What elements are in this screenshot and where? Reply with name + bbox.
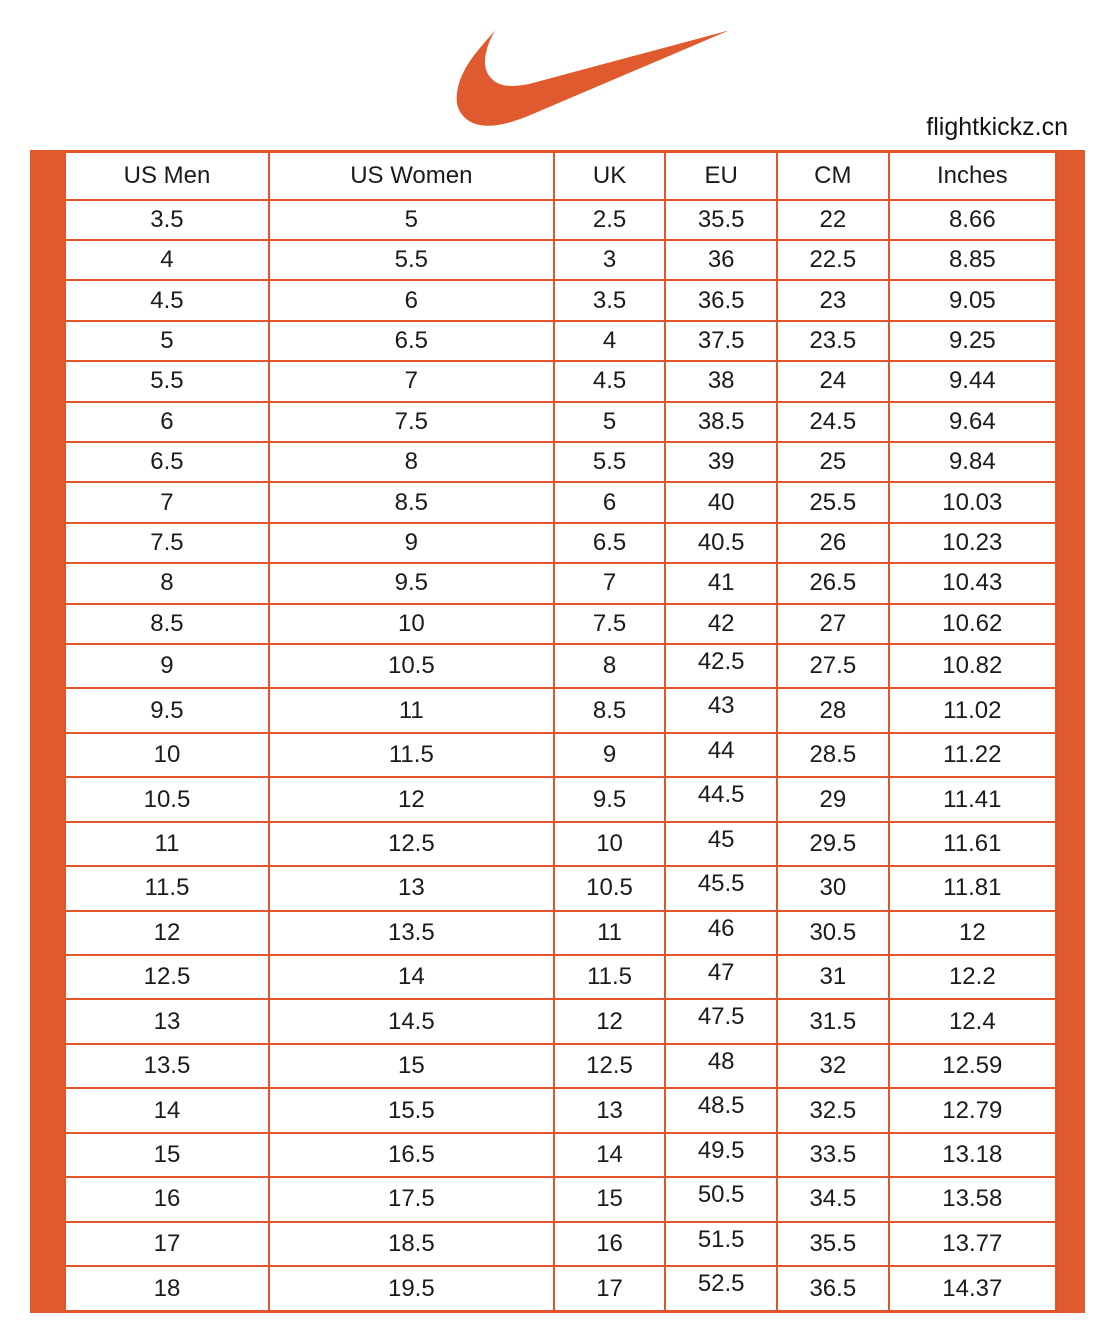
- cell: 25.5: [777, 482, 889, 522]
- cell: 38.5: [665, 402, 777, 442]
- cell: 13.58: [889, 1177, 1057, 1221]
- cell: 7.5: [65, 523, 269, 563]
- cell: 47.5: [665, 999, 777, 1043]
- cell: 12: [65, 911, 269, 955]
- cell: 2.5: [554, 200, 666, 240]
- cell: 9: [65, 644, 269, 688]
- cell: 32: [777, 1044, 889, 1088]
- cell: 10.5: [554, 866, 666, 910]
- table-row: [65, 200, 1057, 240]
- cell: 12.5: [65, 955, 269, 999]
- cell: 11.5: [269, 733, 554, 777]
- cell: 7: [65, 482, 269, 522]
- cell: 10: [65, 733, 269, 777]
- cell: 8.5: [554, 688, 666, 732]
- cell: 8: [65, 563, 269, 603]
- cell: 14: [65, 1088, 269, 1132]
- cell: 13.5: [65, 1044, 269, 1088]
- cell: 16: [554, 1222, 666, 1266]
- cell: 10.5: [65, 777, 269, 821]
- cell: 11: [65, 822, 269, 866]
- cell: 18.5: [269, 1222, 554, 1266]
- cell: 13: [554, 1088, 666, 1132]
- cell: 17: [554, 1266, 666, 1311]
- cell: 9.5: [65, 688, 269, 732]
- cell: 23.5: [777, 321, 889, 361]
- cell: 12: [889, 911, 1057, 955]
- cell: 6.5: [269, 321, 554, 361]
- cell: 5: [269, 200, 554, 240]
- cell: 10.23: [889, 523, 1057, 563]
- cell: 12.5: [269, 822, 554, 866]
- cell: 5.5: [269, 240, 554, 280]
- cell: 14: [269, 955, 554, 999]
- table-row: [65, 1177, 1057, 1221]
- cell: 13: [65, 999, 269, 1043]
- size-chart: [30, 150, 1085, 1313]
- cell: 48: [665, 1044, 777, 1088]
- cell: 40: [665, 482, 777, 522]
- table-row: [65, 240, 1057, 280]
- cell: 4: [65, 240, 269, 280]
- cell: 5.5: [554, 442, 666, 482]
- cell: 24.5: [777, 402, 889, 442]
- cell: 30.5: [777, 911, 889, 955]
- left-accent-bar: [30, 150, 63, 1313]
- cell: 13.5: [269, 911, 554, 955]
- cell: 16.5: [269, 1133, 554, 1177]
- cell: 13.77: [889, 1222, 1057, 1266]
- cell: 10: [554, 822, 666, 866]
- cell: 15: [269, 1044, 554, 1088]
- cell: 40.5: [665, 523, 777, 563]
- table-row: [65, 361, 1057, 401]
- cell: 23: [777, 280, 889, 320]
- cell: 10.62: [889, 604, 1057, 644]
- cell: 9: [269, 523, 554, 563]
- cell: 8.66: [889, 200, 1057, 240]
- cell: 4.5: [554, 361, 666, 401]
- cell: 17: [65, 1222, 269, 1266]
- cell: 39: [665, 442, 777, 482]
- table-row: [65, 688, 1057, 732]
- cell: 9.5: [269, 563, 554, 603]
- right-accent-bar: [1058, 150, 1085, 1313]
- table-row: [65, 999, 1057, 1043]
- cell: 27: [777, 604, 889, 644]
- cell: 25: [777, 442, 889, 482]
- cell: 26.5: [777, 563, 889, 603]
- table-row: [65, 866, 1057, 910]
- cell: 33.5: [777, 1133, 889, 1177]
- table-row: [65, 442, 1057, 482]
- masthead: [0, 0, 1100, 150]
- cell: 28.5: [777, 733, 889, 777]
- cell: 9: [554, 733, 666, 777]
- cell: 24: [777, 361, 889, 401]
- cell: 50.5: [665, 1177, 777, 1221]
- cell: 31.5: [777, 999, 889, 1043]
- size-table: [63, 150, 1058, 1313]
- cell: 15: [65, 1133, 269, 1177]
- cell: 31: [777, 955, 889, 999]
- cell: 10.82: [889, 644, 1057, 688]
- cell: 13: [269, 866, 554, 910]
- table-row: [65, 1133, 1057, 1177]
- table-row: [65, 911, 1057, 955]
- cell: 8.5: [269, 482, 554, 522]
- cell: 8.5: [65, 604, 269, 644]
- cell: 3.5: [65, 200, 269, 240]
- cell: 46: [665, 911, 777, 955]
- nike-swoosh-icon: [452, 28, 734, 128]
- cell: 15.5: [269, 1088, 554, 1132]
- cell: 29: [777, 777, 889, 821]
- cell: 35.5: [777, 1222, 889, 1266]
- cell: 11.5: [65, 866, 269, 910]
- cell: 10.43: [889, 563, 1057, 603]
- cell: 12: [269, 777, 554, 821]
- cell: 5.5: [65, 361, 269, 401]
- cell: 32.5: [777, 1088, 889, 1132]
- cell: 8: [269, 442, 554, 482]
- cell: 12.59: [889, 1044, 1057, 1088]
- cell: 12.5: [554, 1044, 666, 1088]
- cell: 42: [665, 604, 777, 644]
- table-row: [65, 402, 1057, 442]
- column-header: US Women: [269, 152, 554, 200]
- cell: 8: [554, 644, 666, 688]
- column-header: EU: [665, 152, 777, 200]
- cell: 47: [665, 955, 777, 999]
- cell: 13.18: [889, 1133, 1057, 1177]
- table-row: [65, 1266, 1057, 1311]
- cell: 34.5: [777, 1177, 889, 1221]
- table-row: [65, 955, 1057, 999]
- table-row: [65, 321, 1057, 361]
- cell: 38: [665, 361, 777, 401]
- cell: 10: [269, 604, 554, 644]
- cell: 11: [269, 688, 554, 732]
- cell: 52.5: [665, 1266, 777, 1311]
- cell: 41: [665, 563, 777, 603]
- cell: 11.22: [889, 733, 1057, 777]
- cell: 27.5: [777, 644, 889, 688]
- cell: 36.5: [777, 1266, 889, 1311]
- cell: 18: [65, 1266, 269, 1311]
- cell: 51.5: [665, 1222, 777, 1266]
- cell: 9.5: [554, 777, 666, 821]
- table-body: [65, 200, 1057, 1312]
- cell: 11.41: [889, 777, 1057, 821]
- cell: 9.84: [889, 442, 1057, 482]
- cell: 11.81: [889, 866, 1057, 910]
- table-row: [65, 822, 1057, 866]
- cell: 36.5: [665, 280, 777, 320]
- cell: 12.4: [889, 999, 1057, 1043]
- table-row: [65, 777, 1057, 821]
- cell: 12.79: [889, 1088, 1057, 1132]
- cell: 9.05: [889, 280, 1057, 320]
- cell: 7: [269, 361, 554, 401]
- cell: 44: [665, 733, 777, 777]
- cell: 48.5: [665, 1088, 777, 1132]
- table-row: [65, 523, 1057, 563]
- cell: 7.5: [269, 402, 554, 442]
- table-row: [65, 482, 1057, 522]
- cell: 7.5: [554, 604, 666, 644]
- cell: 9.64: [889, 402, 1057, 442]
- cell: 11.02: [889, 688, 1057, 732]
- cell: 14: [554, 1133, 666, 1177]
- cell: 28: [777, 688, 889, 732]
- cell: 9.25: [889, 321, 1057, 361]
- table-row: [65, 1044, 1057, 1088]
- cell: 5: [554, 402, 666, 442]
- cell: 35.5: [665, 200, 777, 240]
- table-row: [65, 280, 1057, 320]
- cell: 11: [554, 911, 666, 955]
- cell: 10.03: [889, 482, 1057, 522]
- table-row: [65, 604, 1057, 644]
- cell: 6.5: [554, 523, 666, 563]
- cell: 6: [65, 402, 269, 442]
- cell: 7: [554, 563, 666, 603]
- cell: 22.5: [777, 240, 889, 280]
- cell: 45.5: [665, 866, 777, 910]
- cell: 29.5: [777, 822, 889, 866]
- table-row: [65, 644, 1057, 688]
- cell: 14.37: [889, 1266, 1057, 1311]
- cell: 6: [554, 482, 666, 522]
- cell: 5: [65, 321, 269, 361]
- cell: 22: [777, 200, 889, 240]
- cell: 45: [665, 822, 777, 866]
- cell: 8.85: [889, 240, 1057, 280]
- header-row: [65, 152, 1057, 200]
- table-row: [65, 1222, 1057, 1266]
- cell: 15: [554, 1177, 666, 1221]
- column-header: US Men: [65, 152, 269, 200]
- site-label: flightkickz.cn: [926, 113, 1068, 141]
- cell: 3.5: [554, 280, 666, 320]
- cell: 4.5: [65, 280, 269, 320]
- cell: 12.2: [889, 955, 1057, 999]
- column-header: UK: [554, 152, 666, 200]
- cell: 12: [554, 999, 666, 1043]
- column-header: Inches: [889, 152, 1057, 200]
- cell: 4: [554, 321, 666, 361]
- cell: 37.5: [665, 321, 777, 361]
- cell: 16: [65, 1177, 269, 1221]
- cell: 42.5: [665, 644, 777, 688]
- cell: 36: [665, 240, 777, 280]
- cell: 17.5: [269, 1177, 554, 1221]
- cell: 43: [665, 688, 777, 732]
- cell: 26: [777, 523, 889, 563]
- table-row: [65, 733, 1057, 777]
- cell: 11.5: [554, 955, 666, 999]
- cell: 44.5: [665, 777, 777, 821]
- cell: 14.5: [269, 999, 554, 1043]
- cell: 19.5: [269, 1266, 554, 1311]
- column-header: CM: [777, 152, 889, 200]
- table-row: [65, 1088, 1057, 1132]
- cell: 3: [554, 240, 666, 280]
- table-row: [65, 563, 1057, 603]
- cell: 11.61: [889, 822, 1057, 866]
- cell: 30: [777, 866, 889, 910]
- cell: 10.5: [269, 644, 554, 688]
- cell: 9.44: [889, 361, 1057, 401]
- cell: 6.5: [65, 442, 269, 482]
- cell: 49.5: [665, 1133, 777, 1177]
- cell: 6: [269, 280, 554, 320]
